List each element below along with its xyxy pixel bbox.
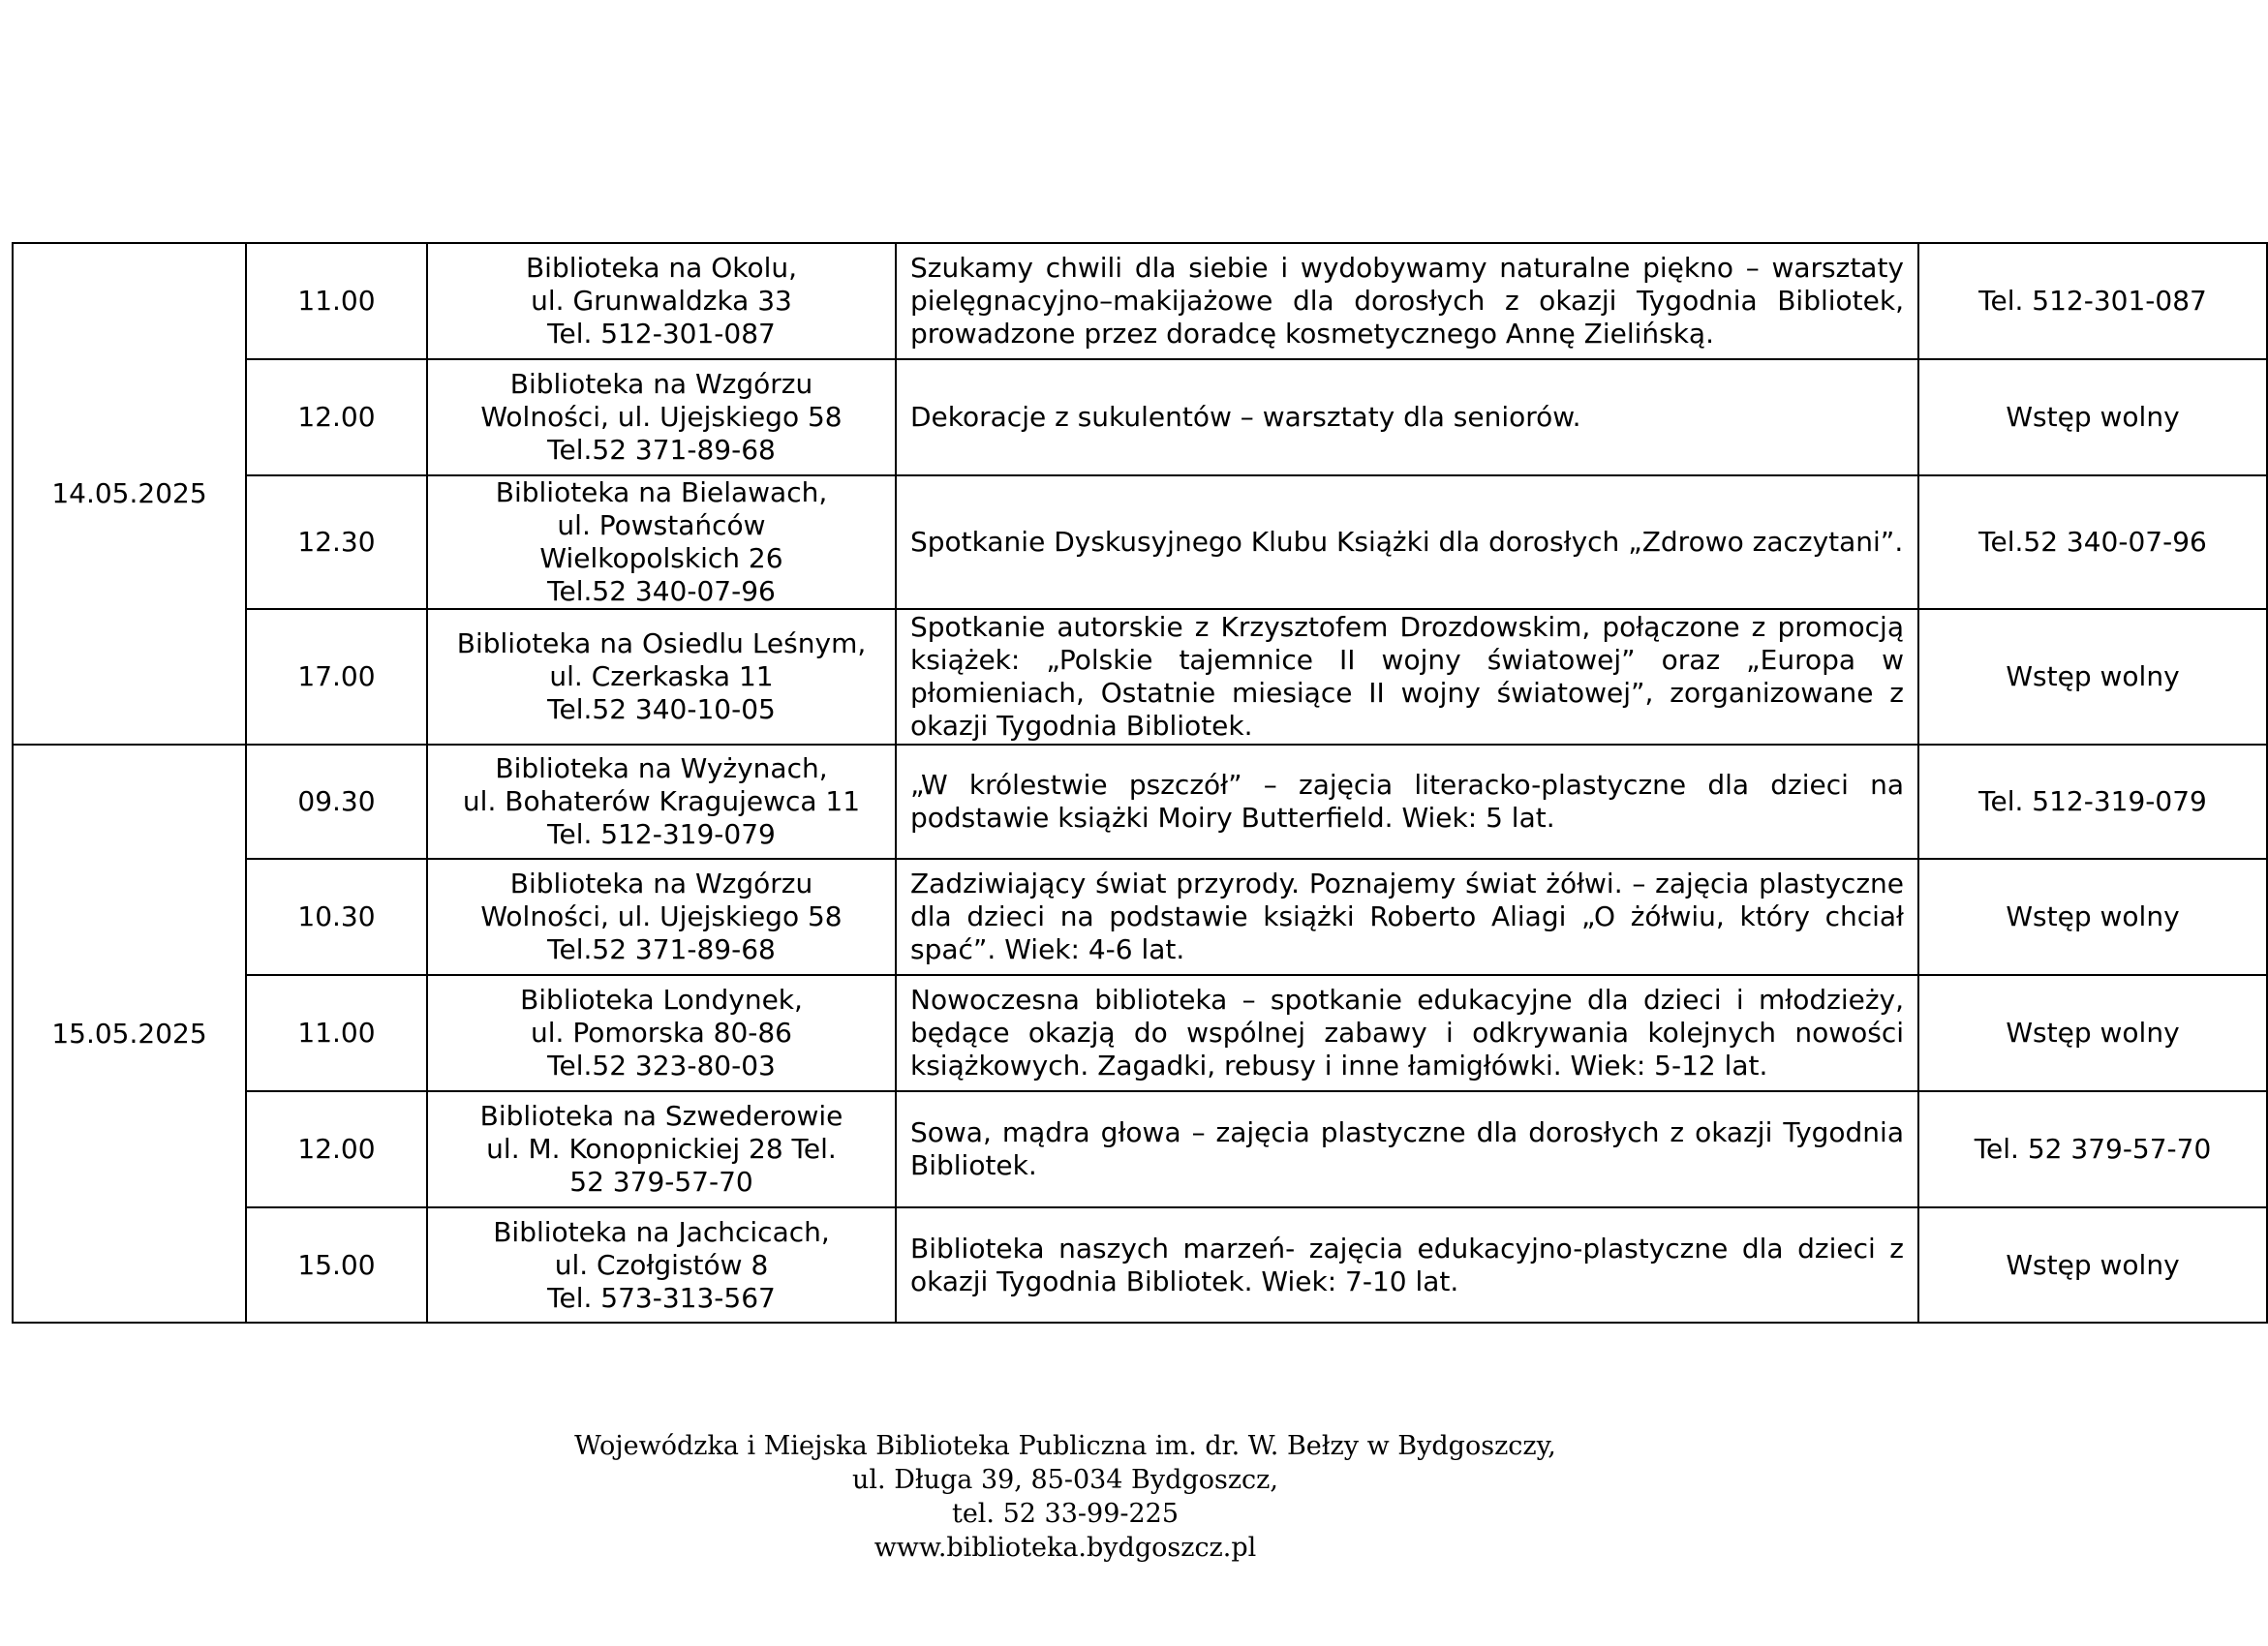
place-cell <box>427 243 896 359</box>
place-line: Biblioteka na Bielawach, <box>495 476 828 508</box>
place-line: ul. Bohaterów Kragujewca 11 <box>462 785 861 817</box>
description-cell: Biblioteka naszych marzeń- zajęcia edukacyjno-plastyczne dla dzieci z okazji Tygodnia Bibliotek. Wiek: 7-10 lat. <box>896 1207 1918 1323</box>
time-cell: 12.00 <box>246 359 427 475</box>
footer-address <box>0 1429 2130 1565</box>
place-line: Tel.52 340-10-05 <box>547 693 776 725</box>
description-cell: Zadziwiający świat przyrody. Poznajemy świat żółwi. – zajęcia plastyczne dla dzieci na podstawie książki Roberto Aliagi „O żółwiu, który chciał spać”. Wiek: 4-6 lat. <box>896 859 1918 975</box>
place-line: Biblioteka na Szwederowie <box>479 1100 843 1132</box>
place-cell <box>427 1207 896 1323</box>
place-line: Tel. 573-313-567 <box>547 1281 776 1314</box>
table-row <box>13 475 2267 609</box>
place-line: Wolności, ul. Ujejskiego 58 <box>480 401 843 433</box>
place-line: Biblioteka na Okolu, <box>525 252 798 284</box>
place-line: Tel.52 371-89-68 <box>547 933 776 965</box>
time-cell: 10.30 <box>246 859 427 975</box>
place-line: Biblioteka na Wzgórzu <box>509 868 813 899</box>
table-row <box>13 359 2267 475</box>
place-line: ul. Pomorska 80-86 <box>531 1017 792 1049</box>
description-cell: Szukamy chwili dla siebie i wydobywamy naturalne piękno – warsztaty pielęgnacyjno–makijażowe dla dorosłych z okazji Tygodnia Bibliotek, prowadzone przez doradcę kosmetycznego Annę Zielińską. <box>896 243 1918 359</box>
place-line: Tel.52 340-07-96 <box>547 575 776 607</box>
table-row <box>13 243 2267 359</box>
place-line: ul. Czerkaska 11 <box>549 660 774 692</box>
schedule-table <box>12 242 2268 1324</box>
time-cell: 12.30 <box>246 475 427 609</box>
place-cell <box>427 975 896 1091</box>
date-cell: 15.05.2025 <box>13 745 246 1323</box>
table-row <box>13 609 2267 745</box>
place-line: Wielkopolskich 26 <box>539 542 783 574</box>
place-line: ul. Czołgistów 8 <box>554 1248 769 1281</box>
place-line: Biblioteka Londynek, <box>520 984 803 1016</box>
info-cell: Tel.52 340-07-96 <box>1918 475 2267 609</box>
info-cell: Wstęp wolny <box>1918 859 2267 975</box>
footer-website: www.biblioteka.bydgoszcz.pl <box>873 1533 1257 1563</box>
place-line: Biblioteka na Wzgórzu <box>509 368 813 400</box>
place-cell <box>427 1091 896 1207</box>
table-row <box>13 859 2267 975</box>
place-cell <box>427 859 896 975</box>
footer-phone: tel. 52 33-99-225 <box>951 1499 1180 1529</box>
table-row <box>13 1091 2267 1207</box>
description-cell: Spotkanie autorskie z Krzysztofem Drozdowskim, połączone z promocją książek: „Polskie tajemnice II wojny światowej” oraz „Europa w płomieniach, Ostatnie miesiące II wojny światowej”, zorganizowane z okazji Tygodnia Bibliotek. <box>896 609 1918 745</box>
place-cell <box>427 609 896 745</box>
time-cell: 11.00 <box>246 243 427 359</box>
place-line: Tel. 512-319-079 <box>547 818 776 850</box>
place-cell <box>427 745 896 859</box>
place-cell <box>427 359 896 475</box>
time-cell: 11.00 <box>246 975 427 1091</box>
table-row <box>13 745 2267 859</box>
time-cell: 12.00 <box>246 1091 427 1207</box>
time-cell: 17.00 <box>246 609 427 745</box>
info-cell: Wstęp wolny <box>1918 975 2267 1091</box>
time-cell: 15.00 <box>246 1207 427 1323</box>
table-row <box>13 1207 2267 1323</box>
info-cell: Wstęp wolny <box>1918 609 2267 745</box>
place-cell <box>427 475 896 609</box>
info-cell: Tel. 512-319-079 <box>1918 745 2267 859</box>
place-line: Biblioteka na Jachcicach, <box>493 1215 830 1248</box>
description-cell: Dekoracje z sukulentów – warsztaty dla seniorów. <box>896 359 1918 475</box>
place-line: Biblioteka na Wyżynach, <box>495 752 828 784</box>
place-line: Tel.52 371-89-68 <box>547 434 776 466</box>
table-row <box>13 975 2267 1091</box>
footer-street: ul. Długa 39, 85-034 Bydgoszcz, <box>852 1465 1278 1495</box>
info-cell: Tel. 512-301-087 <box>1918 243 2267 359</box>
place-line: ul. Powstańców <box>557 509 766 541</box>
place-line: ul. M. Konopnickiej 28 Tel. <box>486 1133 837 1165</box>
place-line: Wolności, ul. Ujejskiego 58 <box>480 900 843 932</box>
info-cell: Tel. 52 379-57-70 <box>1918 1091 2267 1207</box>
time-cell: 09.30 <box>246 745 427 859</box>
place-line: 52 379-57-70 <box>569 1166 753 1198</box>
place-line: Biblioteka na Osiedlu Leśnym, <box>456 627 867 659</box>
description-cell: „W królestwie pszczół” – zajęcia literacko-plastyczne dla dzieci na podstawie książki Moiry Butterfield. Wiek: 5 lat. <box>896 745 1918 859</box>
description-cell: Spotkanie Dyskusyjnego Klubu Książki dla dorosłych „Zdrowo zaczytani”. <box>896 475 1918 609</box>
description-cell: Nowoczesna biblioteka – spotkanie edukacyjne dla dzieci i młodzieży, będące okazją do wspólnej zabawy i odkrywania kolejnych nowości książkowych. Zagadki, rebusy i inne łamigłówki. Wiek: 5-12 lat. <box>896 975 1918 1091</box>
description-cell: Sowa, mądra głowa – zajęcia plastyczne dla dorosłych z okazji Tygodnia Bibliotek. <box>896 1091 1918 1207</box>
footer-library-name: Wojewódzka i Miejska Biblioteka Publiczna im. dr. W. Bełzy w Bydgoszczy, <box>574 1431 1556 1461</box>
place-line: Tel. 512-301-087 <box>547 318 776 350</box>
place-line: ul. Grunwaldzka 33 <box>531 285 792 317</box>
info-cell: Wstęp wolny <box>1918 1207 2267 1323</box>
info-cell: Wstęp wolny <box>1918 359 2267 475</box>
place-line: Tel.52 323-80-03 <box>547 1050 776 1082</box>
date-cell: 14.05.2025 <box>13 243 246 745</box>
